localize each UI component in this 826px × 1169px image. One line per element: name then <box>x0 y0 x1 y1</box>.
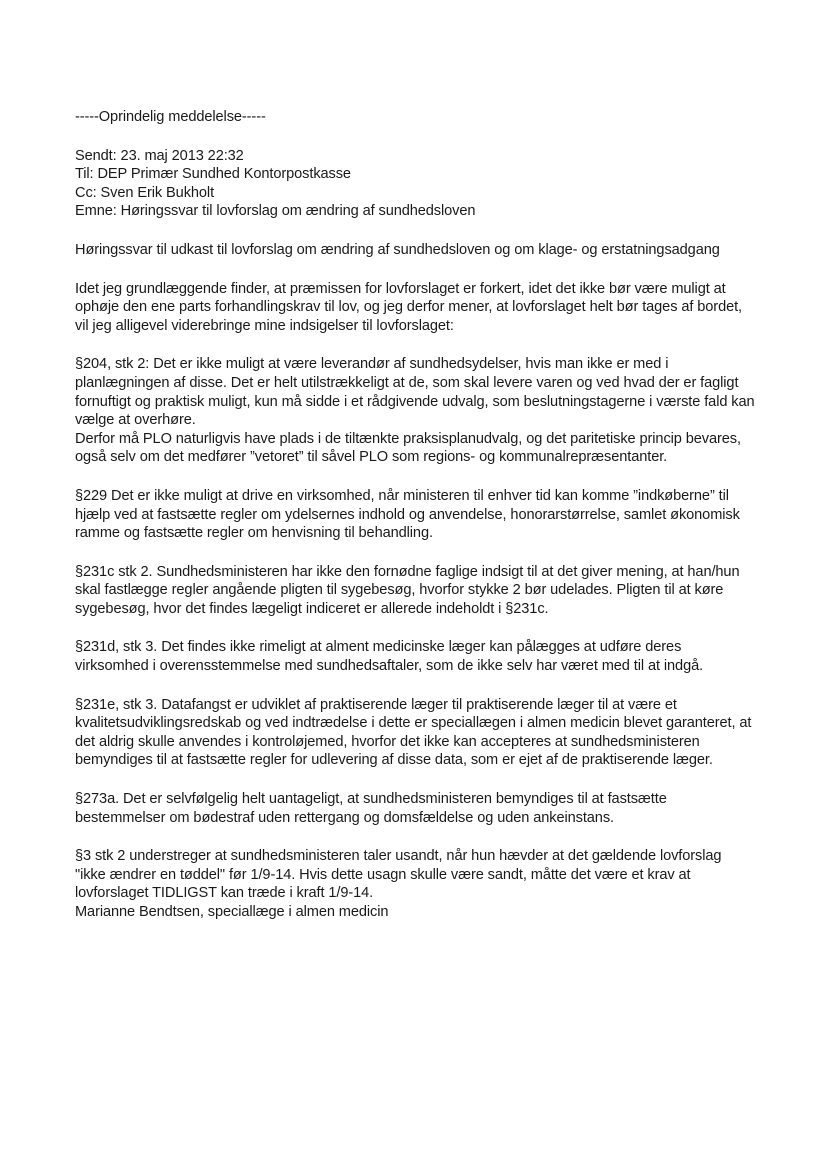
section-231e-paragraph: §231e, stk 3. Datafangst er udviklet af praktiserende læger til praktiserende læger til at være et kvalitetsudviklingsredskab og ved indtrædelse i dette er speciallægen i almen medicin blevet garanteret, at det aldrig skulle anvendes i kontroløjemed, hvorfor det ikke kan accepteres at sundhedsministeren bemyndiges til at fastsætte regler for udlevering af disse data, som er ejet af de praktiserende læger. <box>75 696 752 769</box>
section-273a-paragraph: §273a. Det er selvfølgelig helt uantageligt, at sundhedsministeren bemyndiges til at fastsætte bestemmelser om bødestraf uden rettergang og domsfældelse og uden ankeinstans. <box>75 791 667 826</box>
spacer <box>75 260 755 280</box>
section-229-paragraph: §229 Det er ikke muligt at drive en virksomhed, når ministeren til enhver tid kan komme ”indkøberne” til hjælp ved at fastsætte regler om ydelsernes indhold og anvendelse, honorarstørrelse, samlet økonomisk ramme og fastsætte regler om henvisning til behandling. <box>75 487 740 542</box>
spacer <box>75 467 755 487</box>
section-231c-paragraph: §231c stk 2. Sundhedsministeren har ikke den fornødne faglige indsigt til at det giver mening, at han/hun skal fastlægge regler angående pligten til sygebesøg, hvorfor stykke 2 bør udelades. Pligten til at køre sygebesøg, hvor det findes lægeligt indiceret er allerede indeholdt i §231c. <box>75 563 740 617</box>
section-231d-paragraph: §231d, stk 3. Det findes ikke rimeligt at alment medicinske læger kan pålægges at udføre deres virksomhed i overensstemmelse med sundhedsaftaler, som de ikke selv har været med til at indgå. <box>75 639 704 675</box>
sent-line: Sendt: 23. maj 2013 22:32 <box>75 147 244 164</box>
spacer <box>75 221 755 241</box>
spacer <box>75 770 755 790</box>
original-message-marker: -----Oprindelig meddelelse----- <box>75 109 266 125</box>
subject-line: Emne: Høringssvar til lovforslag om ændring af sundhedsloven <box>75 203 476 220</box>
signature: Marianne Bendtsen, speciallæge i almen medicin <box>75 904 389 920</box>
spacer <box>75 335 755 355</box>
spacer <box>75 543 755 563</box>
spacer <box>75 127 755 147</box>
spacer <box>75 618 755 638</box>
to-line: Til: DEP Primær Sundhed Kontorpostkasse <box>75 166 351 183</box>
section-204-paragraph: §204, stk 2: Det er ikke muligt at være leverandør af sundhedsydelser, hvis man ikke er med i planlægningen af disse. Det er helt utilstrækkeligt at de, som skal levere varen og ved hvad der er fagligt fornuftigt og praktisk muligt, kun må sidde i et rådgivende udvalg, som beslutningstagerne i værste fald kan vælge at overhøre. <box>75 356 755 429</box>
spacer <box>75 676 755 696</box>
letter-content <box>75 108 755 922</box>
section-204-continuation: Derfor må PLO naturligvis have plads i de tiltænkte praksisplanudvalg, og det paritetiske princip bevares, også selv om det medfører ”vetoret” til såvel PLO som regions- og kommunalrepræsentanter. <box>75 430 741 466</box>
section-3-paragraph: §3 stk 2 understreger at sundhedsministeren taler usandt, når hun hævder at det gældende lovforslag "ikke ændrer en tøddel" før 1/9-14. Hvis dette usagn skulle være sandt, måtte det være et krav at lovforslaget TIDLIGST kan træde i kraft 1/9-14. <box>75 848 722 902</box>
spacer <box>75 827 755 847</box>
cc-line: Cc: Sven Erik Bukholt <box>75 184 215 201</box>
letter-heading: Høringssvar til udkast til lovforslag om ændring af sundhedsloven og om klage- og erstatningsadgang <box>75 241 720 258</box>
intro-paragraph: Idet jeg grundlæggende finder, at præmissen for lovforslaget er forkert, idet det ikke bør være muligt at ophøje den ene parts forhandlingskrav til lov, og jeg derfor mener, at lovforslaget helt bør tages af bordet, vil jeg alligevel viderebringe mine indsigelser til lovforslaget: <box>75 280 743 334</box>
